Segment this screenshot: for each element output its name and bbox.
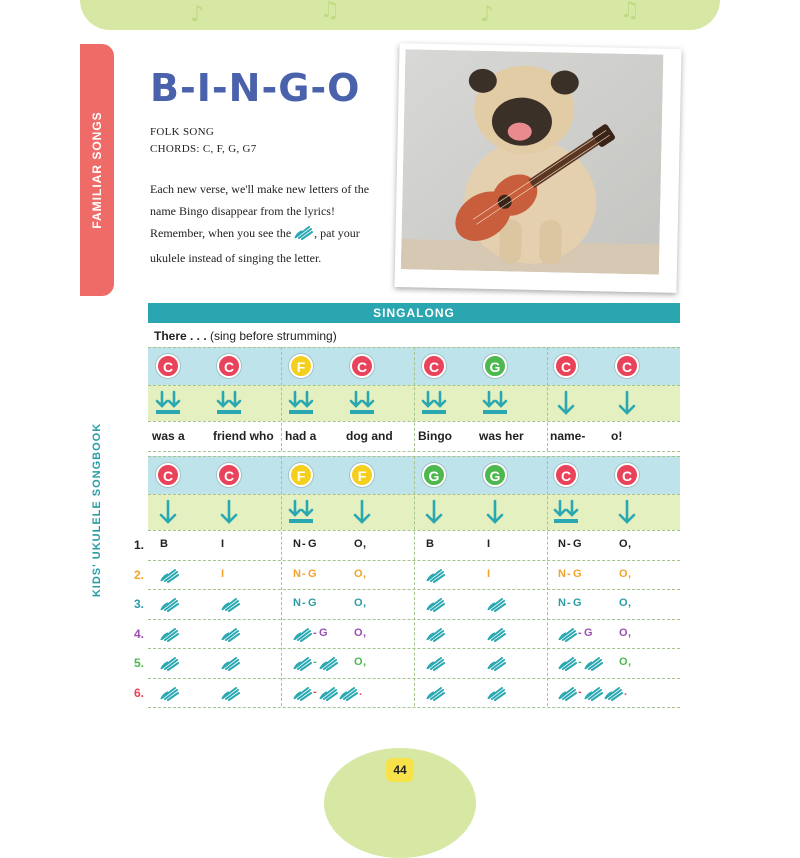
down-strum-icon — [419, 498, 449, 526]
down-strum-icon — [612, 389, 642, 417]
verse-letter: , — [363, 567, 367, 580]
book-name — [82, 300, 112, 720]
music-note-icon: ♫ — [320, 0, 340, 23]
lyric-word: was a — [152, 429, 185, 443]
chord-F: F — [289, 463, 313, 487]
intro-text-after: , pat your ukulele instead of singing the letter. — [150, 226, 360, 265]
chord-G: G — [483, 354, 507, 378]
pat-icon — [558, 655, 578, 671]
verse-letter: , — [363, 626, 367, 639]
verse-letter: G — [573, 538, 582, 550]
row-divider — [148, 456, 680, 457]
verse-letter: G — [573, 567, 582, 580]
lyric-word: dog and — [346, 429, 393, 443]
page-number: 44 — [386, 758, 414, 782]
pat-icon — [426, 626, 446, 642]
pat-icon — [294, 224, 314, 247]
verse-letter: - — [313, 626, 317, 639]
verse-letter: O — [354, 538, 363, 550]
row-divider — [148, 678, 680, 679]
row-divider — [148, 530, 680, 531]
pat-icon — [319, 685, 339, 701]
pat-icon — [426, 685, 446, 701]
pat-icon — [160, 655, 180, 671]
verse-letter: B — [426, 538, 434, 550]
verse-letter: , — [628, 567, 632, 580]
row-divider — [148, 421, 680, 422]
pat-icon — [426, 655, 446, 671]
pat-icon — [293, 685, 313, 701]
double-strum-icon — [214, 389, 244, 417]
lyric-word: Bingo — [418, 429, 452, 443]
pat-icon — [221, 596, 241, 612]
verse-letter: O — [619, 656, 628, 668]
verse-letter: G — [573, 597, 582, 609]
verse-letter: G — [308, 597, 317, 609]
pat-icon — [558, 685, 578, 701]
lyric-word: o! — [611, 429, 623, 443]
down-strum-icon — [214, 498, 244, 526]
verse-letter: N — [293, 567, 301, 580]
pat-icon — [293, 626, 313, 642]
singalong-intro-word: There . . . — [154, 329, 207, 343]
section-tab — [80, 44, 114, 296]
verse-letter: N — [558, 538, 566, 550]
verse-letter: - — [313, 685, 317, 698]
measure-divider — [547, 347, 548, 451]
verse-letter: - — [567, 567, 571, 580]
pat-icon — [160, 596, 180, 612]
pat-icon — [487, 655, 507, 671]
pat-icon — [426, 596, 446, 612]
verse-letter: , — [628, 626, 632, 639]
down-strum-icon — [153, 498, 183, 526]
lyric-word: name- — [550, 429, 586, 443]
pat-icon — [293, 655, 313, 671]
intro-paragraph — [150, 178, 378, 269]
section-tab-label: FAMILIAR SONGS — [90, 111, 104, 229]
double-strum-icon — [551, 498, 581, 526]
pat-icon — [584, 655, 604, 671]
verse-letter: B — [160, 538, 168, 550]
song-meta — [150, 124, 257, 158]
verse-letter: N — [293, 538, 301, 550]
singalong-header: SINGALONG — [148, 303, 680, 323]
song-chords: CHORDS: C, F, G, G7 — [150, 143, 257, 155]
verse-letter: O — [354, 656, 363, 668]
double-strum-icon — [480, 389, 510, 417]
row-divider — [148, 619, 680, 620]
pat-icon — [487, 685, 507, 701]
chord-C: C — [350, 354, 374, 378]
pat-icon — [160, 685, 180, 701]
measure-divider — [281, 347, 282, 451]
verse-letter: - — [578, 685, 582, 698]
double-strum-icon — [286, 498, 316, 526]
chord-C: C — [156, 354, 180, 378]
verse-letter: - — [567, 597, 571, 609]
double-strum-icon — [347, 389, 377, 417]
verse-letter: - — [578, 626, 582, 639]
down-strum-icon — [347, 498, 377, 526]
double-strum-icon — [153, 389, 183, 417]
row-divider — [148, 648, 680, 649]
row-divider — [148, 494, 680, 495]
verse-number: 3. — [133, 597, 144, 611]
verse-number: 2. — [133, 567, 144, 582]
lyric-word: friend who — [213, 429, 274, 443]
singalong-intro-note: (sing before strumming) — [206, 329, 337, 343]
pat-icon — [487, 626, 507, 642]
pat-icon — [160, 567, 180, 583]
verse-letter: N — [558, 597, 566, 609]
verse-letter: G — [584, 626, 593, 639]
music-note-icon: ♪ — [190, 2, 205, 27]
top-decorative-band — [80, 0, 720, 30]
chord-C: C — [422, 354, 446, 378]
row-divider — [148, 707, 680, 708]
pat-icon — [319, 655, 339, 671]
chord-C: C — [217, 463, 241, 487]
verse-letter: O — [619, 567, 628, 580]
verse-letter: . — [359, 685, 363, 698]
chord-F: F — [289, 354, 313, 378]
chord-C: C — [554, 463, 578, 487]
verse-letter: O — [619, 597, 628, 609]
measure-divider — [414, 347, 415, 451]
down-strum-icon — [551, 389, 581, 417]
verse-letter: G — [308, 538, 317, 550]
double-strum-icon — [286, 389, 316, 417]
verse-letter: - — [302, 567, 306, 580]
verse-letter: G — [319, 626, 328, 639]
chord-F: F — [350, 463, 374, 487]
lyric-word: had a — [285, 429, 317, 443]
verse-letter: I — [221, 538, 225, 550]
row-divider — [148, 347, 680, 348]
pug-ukulele-photo — [394, 43, 681, 293]
pat-icon — [558, 626, 578, 642]
verse-number: 6. — [133, 685, 144, 700]
verse-letter: - — [567, 538, 571, 550]
verse-letter: O — [619, 538, 628, 550]
double-strum-icon — [419, 389, 449, 417]
chord-G: G — [422, 463, 446, 487]
lyric-word: was her — [479, 429, 524, 443]
song-title: B-I-N-G-O — [150, 66, 361, 110]
music-note-icon: ♫ — [620, 0, 640, 23]
verse-letter: O — [354, 597, 363, 609]
verse-number: 4. — [133, 626, 144, 641]
verse-letter: I — [487, 567, 491, 580]
verse-letter: O — [354, 567, 363, 580]
verse-letter: , — [363, 538, 367, 550]
verse-letter: I — [487, 538, 491, 550]
row-divider — [148, 589, 680, 590]
verse-number: 1. — [133, 538, 144, 552]
row-divider — [148, 385, 680, 386]
verse-letter: G — [308, 567, 317, 580]
verse-letter: - — [578, 656, 582, 668]
pat-icon — [426, 567, 446, 583]
intro-text-before: Each new verse, we'll make new letters of the name Bingo disappear from the lyrics! Remember, when you see the — [150, 182, 370, 240]
verse-letter: , — [628, 656, 632, 668]
down-strum-icon — [480, 498, 510, 526]
chord-C: C — [554, 354, 578, 378]
verse-letter: - — [302, 538, 306, 550]
song-genre: FOLK SONG — [150, 126, 215, 138]
row-divider — [148, 560, 680, 561]
pat-icon — [487, 596, 507, 612]
pat-icon — [221, 685, 241, 701]
chord-G: G — [483, 463, 507, 487]
pat-icon — [604, 685, 624, 701]
chord-C: C — [615, 463, 639, 487]
pat-icon — [221, 655, 241, 671]
verse-letter: , — [363, 656, 367, 668]
pat-icon — [160, 626, 180, 642]
music-note-icon: ♪ — [480, 2, 495, 27]
row-divider — [148, 451, 680, 452]
book-name-label: KIDS' UKULELE SONGBOOK — [91, 422, 103, 598]
chord-C: C — [156, 463, 180, 487]
down-strum-icon — [612, 498, 642, 526]
verse-letter: , — [628, 538, 632, 550]
singalong-intro — [154, 329, 337, 343]
verse-letter: N — [293, 597, 301, 609]
verse-letter: , — [628, 597, 632, 609]
verse-letter: . — [624, 685, 628, 698]
verse-letter: I — [221, 567, 225, 580]
pat-icon — [221, 626, 241, 642]
pat-icon — [584, 685, 604, 701]
verse-number: 5. — [133, 656, 144, 670]
verse-letter: - — [302, 597, 306, 609]
verse-letter: O — [354, 626, 363, 639]
pat-icon — [339, 685, 359, 701]
verse-letter: N — [558, 567, 566, 580]
chord-C: C — [615, 354, 639, 378]
verse-letter: O — [619, 626, 628, 639]
chord-C: C — [217, 354, 241, 378]
verse-letter: , — [363, 597, 367, 609]
verse-letter: - — [313, 656, 317, 668]
